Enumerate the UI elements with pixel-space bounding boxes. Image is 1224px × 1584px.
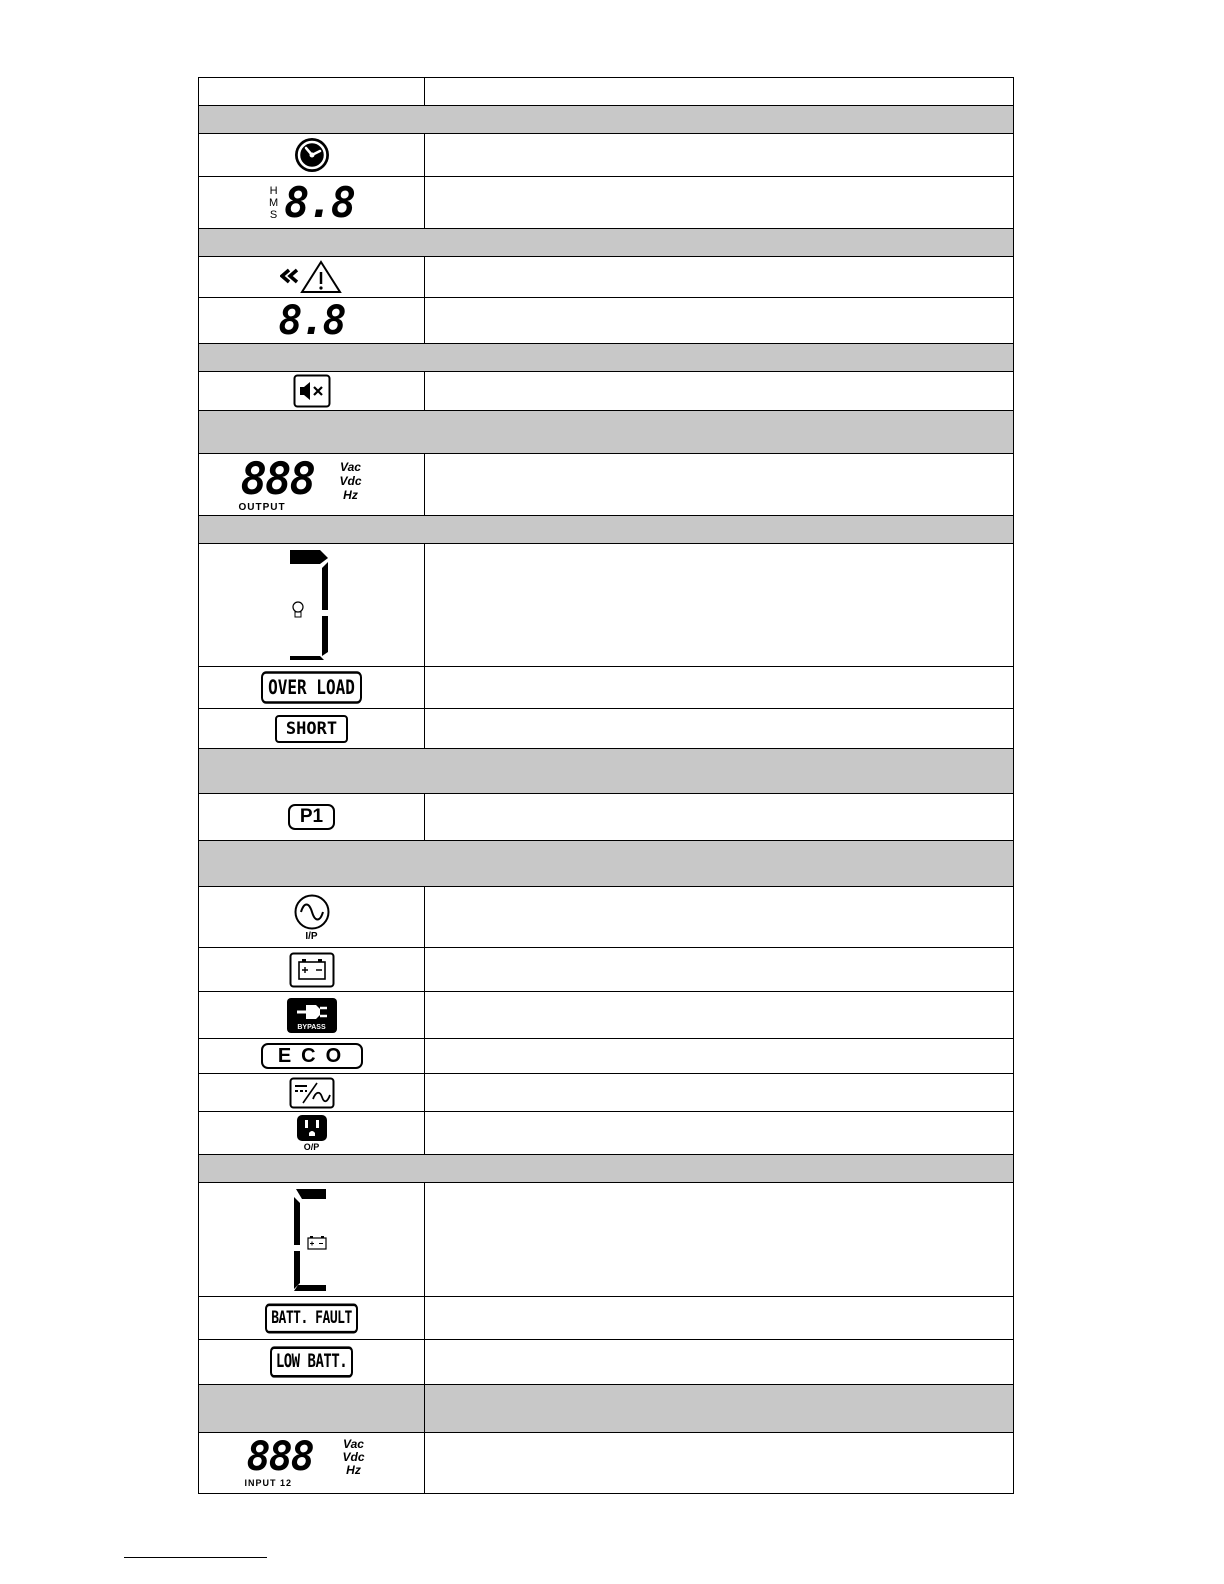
description-cell bbox=[425, 1433, 1014, 1494]
section-row bbox=[199, 411, 1014, 454]
section-row bbox=[199, 1385, 1014, 1433]
output-digits: 888 bbox=[240, 453, 314, 505]
description-cell bbox=[425, 1340, 1014, 1385]
table-row bbox=[199, 887, 1014, 948]
icon-cell bbox=[199, 544, 425, 667]
table-row bbox=[199, 667, 1014, 709]
icon-cell bbox=[199, 709, 425, 749]
description-cell bbox=[425, 667, 1014, 709]
description-cell bbox=[425, 1183, 1014, 1297]
icon-cell bbox=[199, 298, 425, 344]
table-row bbox=[199, 1340, 1014, 1385]
section-row bbox=[199, 1155, 1014, 1183]
output-reading-icon bbox=[237, 453, 387, 514]
input-reading-icon bbox=[244, 1434, 377, 1491]
input-caption: INPUT 12 bbox=[244, 1478, 293, 1488]
short-icon: SHORT bbox=[275, 715, 348, 743]
table-header-row bbox=[199, 78, 1014, 106]
table-row bbox=[199, 1297, 1014, 1340]
section-row bbox=[199, 749, 1014, 794]
clock-icon bbox=[292, 135, 332, 175]
socket-icon bbox=[296, 1114, 328, 1142]
section-label bbox=[199, 1385, 425, 1433]
icon-cell bbox=[199, 1433, 425, 1494]
description-cell bbox=[425, 544, 1014, 667]
inverter-icon bbox=[289, 1077, 335, 1109]
header-cell-icon bbox=[199, 78, 425, 106]
unit-vac: Vac bbox=[343, 1437, 364, 1451]
description-cell bbox=[425, 887, 1014, 948]
icon-cell bbox=[199, 1039, 425, 1074]
icon-cell bbox=[199, 454, 425, 516]
outlet-caption: O/P bbox=[303, 1142, 320, 1152]
description-cell bbox=[425, 1039, 1014, 1074]
description-cell bbox=[425, 1074, 1014, 1112]
small-battery-icon bbox=[308, 1236, 326, 1249]
section-label bbox=[199, 229, 1014, 257]
section-row bbox=[199, 229, 1014, 257]
table-row bbox=[199, 1039, 1014, 1074]
battery-fault-icon: BATT. FAULT bbox=[265, 1303, 358, 1333]
fault-code-digits-icon: 8.8 bbox=[278, 297, 345, 344]
table-row bbox=[199, 1183, 1014, 1297]
section-label bbox=[199, 344, 1014, 372]
section-label bbox=[199, 1155, 1014, 1183]
hms-label-h: H bbox=[269, 184, 278, 197]
unit-vac: Vac bbox=[340, 459, 361, 474]
description-cell bbox=[425, 257, 1014, 298]
icon-cell bbox=[199, 887, 425, 948]
section-row bbox=[199, 516, 1014, 544]
icon-cell bbox=[199, 1297, 425, 1340]
table-row bbox=[199, 1112, 1014, 1155]
table-row bbox=[199, 1433, 1014, 1494]
unit-vdc: Vdc bbox=[339, 473, 362, 488]
description-cell bbox=[425, 948, 1014, 992]
description-cell bbox=[425, 134, 1014, 177]
icon-cell bbox=[199, 948, 425, 992]
icon-cell bbox=[199, 1340, 425, 1385]
description-cell bbox=[425, 1112, 1014, 1155]
mute-icon bbox=[293, 374, 331, 408]
description-cell bbox=[425, 709, 1014, 749]
eco-icon: ECO bbox=[261, 1043, 363, 1069]
p1-icon: P1 bbox=[288, 804, 335, 830]
table-row bbox=[199, 257, 1014, 298]
section-label bbox=[199, 411, 1014, 454]
ac-input-icon bbox=[293, 893, 331, 942]
load-level-icon bbox=[282, 546, 342, 664]
description-cell bbox=[425, 454, 1014, 516]
low-battery-icon: LOW BATT. bbox=[270, 1346, 353, 1377]
description-cell bbox=[425, 992, 1014, 1039]
section-label bbox=[199, 749, 1014, 794]
section-label bbox=[199, 106, 1014, 134]
bypass-caption: BYPASS bbox=[297, 1023, 326, 1031]
section-row bbox=[199, 841, 1014, 887]
input-caption: I/P bbox=[305, 930, 318, 942]
hms-labels bbox=[269, 185, 278, 221]
hms-digits: 8.8 bbox=[284, 177, 355, 227]
icon-cell bbox=[199, 992, 425, 1039]
icon-cell bbox=[199, 134, 425, 177]
hms-digits-icon bbox=[268, 177, 355, 227]
table-row bbox=[199, 134, 1014, 177]
description-cell bbox=[425, 372, 1014, 411]
unit-vdc: Vdc bbox=[342, 1450, 365, 1464]
icon-cell bbox=[199, 257, 425, 298]
outlet-icon bbox=[296, 1114, 328, 1152]
table-row bbox=[199, 709, 1014, 749]
table-row bbox=[199, 544, 1014, 667]
table-row bbox=[199, 298, 1014, 344]
overload-icon: OVER LOAD bbox=[261, 671, 362, 703]
hms-label-m: M bbox=[268, 196, 279, 209]
section-label-secondary bbox=[425, 1385, 1014, 1433]
battery-mode-icon bbox=[289, 952, 335, 988]
bypass-icon bbox=[287, 998, 337, 1033]
unit-hz: Hz bbox=[346, 1463, 361, 1477]
output-caption: OUTPUT bbox=[238, 501, 286, 513]
icon-cell bbox=[199, 1112, 425, 1155]
icon-cell bbox=[199, 667, 425, 709]
warning-icon bbox=[280, 259, 344, 295]
lightbulb-icon bbox=[293, 602, 303, 617]
hms-label-s: S bbox=[269, 208, 278, 221]
plug-icon bbox=[292, 1000, 332, 1024]
icon-cell bbox=[199, 1183, 425, 1297]
table-row bbox=[199, 794, 1014, 841]
table-row bbox=[199, 1074, 1014, 1112]
output-units bbox=[340, 460, 362, 502]
description-cell bbox=[425, 298, 1014, 344]
table-row bbox=[199, 454, 1014, 516]
icon-cell bbox=[199, 1074, 425, 1112]
table-row bbox=[199, 948, 1014, 992]
description-cell bbox=[425, 1297, 1014, 1340]
section-row bbox=[199, 106, 1014, 134]
icon-cell bbox=[199, 372, 425, 411]
sine-wave-icon bbox=[293, 893, 331, 931]
lcd-icon-table bbox=[198, 77, 1014, 1494]
section-label bbox=[199, 516, 1014, 544]
table-row bbox=[199, 372, 1014, 411]
icon-cell bbox=[199, 177, 425, 229]
description-cell bbox=[425, 794, 1014, 841]
section-row bbox=[199, 344, 1014, 372]
table-row bbox=[199, 177, 1014, 229]
input-digits: 888 bbox=[246, 1434, 313, 1480]
battery-level-icon bbox=[282, 1185, 342, 1295]
input-units bbox=[343, 1438, 365, 1477]
table-row bbox=[199, 992, 1014, 1039]
icon-cell bbox=[199, 794, 425, 841]
header-cell-description bbox=[425, 78, 1014, 106]
description-cell bbox=[425, 177, 1014, 229]
unit-hz: Hz bbox=[343, 487, 358, 502]
footnote-rule bbox=[124, 1557, 267, 1558]
section-label bbox=[199, 841, 1014, 887]
